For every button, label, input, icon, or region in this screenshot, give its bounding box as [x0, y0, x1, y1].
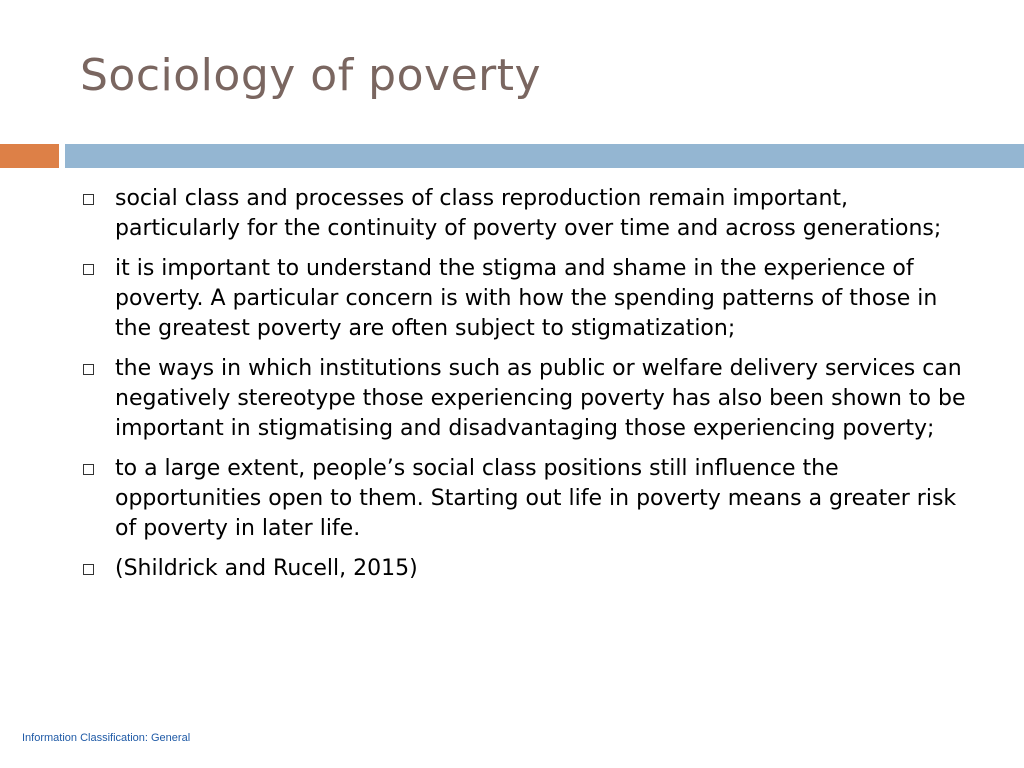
- hollow-square-bullet-icon: [83, 194, 94, 205]
- hollow-square-bullet-icon: [83, 464, 94, 475]
- bullet-item: [80, 454, 980, 544]
- bullet-text: the ways in which institutions such as public or welfare delivery services can negatively stereotype those experiencing poverty has also been shown to be important in stigmatising and disadvantaging those experiencing poverty;: [115, 356, 966, 441]
- bullet-item: [80, 354, 980, 444]
- bullet-item: [80, 254, 980, 344]
- classification-footer: Information Classification: General: [22, 732, 191, 744]
- hollow-square-bullet-icon: [83, 364, 94, 375]
- bullet-item: [80, 554, 980, 584]
- bullet-text: it is important to understand the stigma and shame in the experience of poverty. A particular concern is with how the spending patterns of those in the greatest poverty are often subject to stigmatization;: [115, 256, 938, 341]
- accent-bar-blue: [65, 144, 1024, 168]
- hollow-square-bullet-icon: [83, 564, 94, 575]
- bullet-list: [80, 184, 980, 594]
- bullet-text: social class and processes of class reproduction remain important, particularly for the continuity of poverty over time and across generations;: [115, 186, 942, 241]
- bullet-text: (Shildrick and Rucell, 2015): [115, 556, 418, 581]
- hollow-square-bullet-icon: [83, 264, 94, 275]
- bullet-item: [80, 184, 980, 244]
- bullet-text: to a large extent, people’s social class positions still influence the opportunities open to them. Starting out life in poverty means a greater risk of poverty in later life.: [115, 456, 957, 541]
- slide-title: Sociology of poverty: [80, 50, 542, 101]
- accent-bar-orange: [0, 144, 59, 168]
